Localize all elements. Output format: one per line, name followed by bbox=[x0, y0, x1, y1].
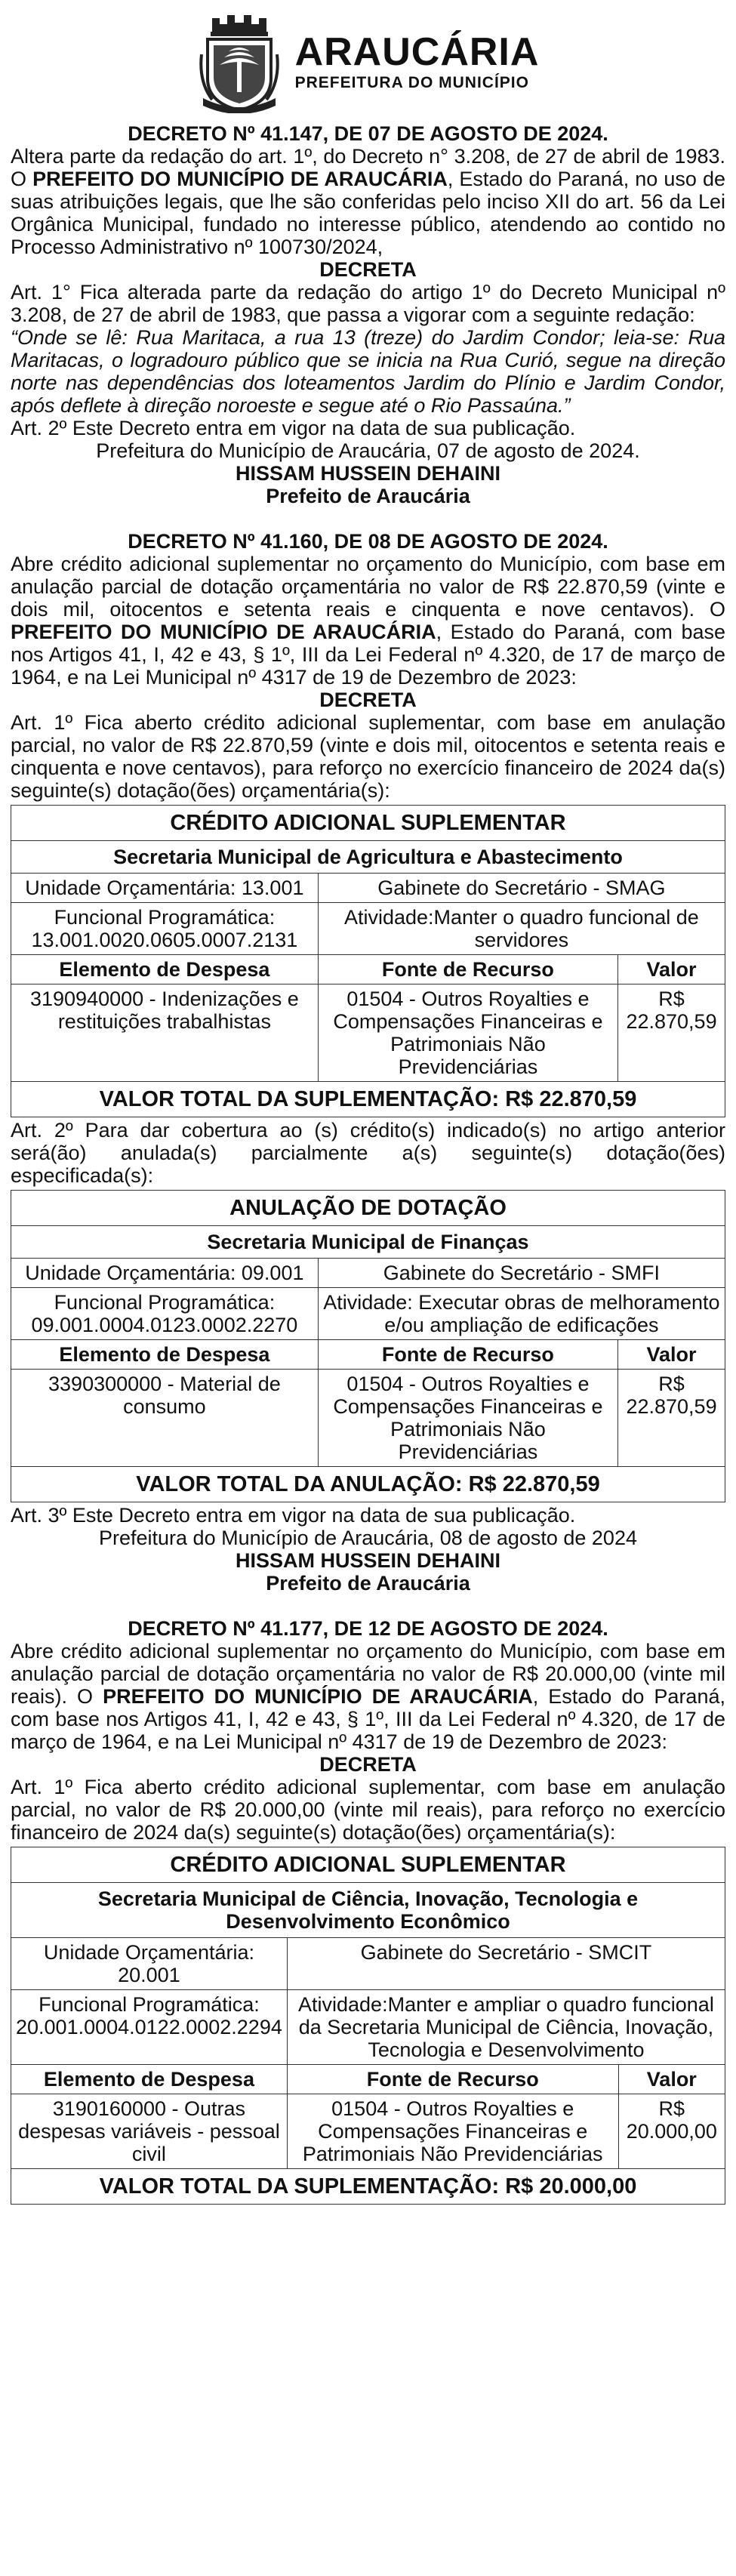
decree-title: DECRETO Nº 41.177, DE 12 DE AGOSTO DE 2024. bbox=[128, 1617, 608, 1640]
total-row: VALOR TOTAL DA SUPLEMENTAÇÃO: R$ 22.870,59 bbox=[11, 1082, 725, 1117]
table-heading: CRÉDITO ADICIONAL SUPLEMENTAR bbox=[11, 1847, 725, 1883]
valor: R$ 22.870,59 bbox=[618, 1370, 725, 1467]
total-row: VALOR TOTAL DA ANULAÇÃO: R$ 22.870,59 bbox=[11, 1467, 725, 1502]
unidade-orcamentaria: Unidade Orçamentária: 20.001 bbox=[11, 1938, 288, 1990]
municipal-coat-of-arms-icon bbox=[197, 9, 282, 113]
spacer bbox=[11, 507, 725, 530]
funcional-programatica: Funcional Programática: 20.001.0004.0122.0002.2294 bbox=[11, 1990, 288, 2065]
secretaria-name: Secretaria Municipal de Agricultura e Abastecimento bbox=[11, 841, 725, 874]
article-3: Art. 3º Este Decreto entra em vigor na data de sua publicação. bbox=[11, 1504, 576, 1527]
decree-41147 bbox=[11, 122, 725, 507]
decree-41160 bbox=[11, 530, 725, 1595]
decree-title: DECRETO Nº 41.160, DE 08 DE AGOSTO DE 2024. bbox=[128, 530, 608, 553]
signer-role: Prefeito de Araucária bbox=[266, 485, 470, 507]
supplementary-credit-table bbox=[11, 1847, 725, 2205]
spacer bbox=[11, 1595, 725, 1617]
fonte-recurso: 01504 - Outros Royalties e Compensações Financeiras e Patrimoniais Não Previdenciárias bbox=[318, 984, 617, 1082]
gabinete: Gabinete do Secretário - SMCIT bbox=[287, 1938, 725, 1990]
signer-name: HISSAM HUSSEIN DEHAINI bbox=[235, 1549, 501, 1572]
secretaria-name: Secretaria Municipal de Ciência, Inovação, Tecnologia e Desenvolvimento Econômico bbox=[11, 1883, 725, 1938]
valor: R$ 20.000,00 bbox=[618, 2094, 725, 2169]
signer-role: Prefeito de Araucária bbox=[266, 1572, 470, 1595]
table-heading: ANULAÇÃO DE DOTAÇÃO bbox=[11, 1191, 725, 1226]
decreta-heading: DECRETA bbox=[319, 258, 417, 281]
decreta-heading: DECRETA bbox=[319, 1753, 417, 1776]
preamble-authority: PREFEITO DO MUNICÍPIO DE ARAUCÁRIA bbox=[32, 168, 448, 190]
article-1: Art. 1° Fica alterada parte da redação do artigo 1º do Decreto Municipal nº 3.208, de 27 de abril de 1983, que passa a vigorar com a seguinte redação: bbox=[11, 281, 725, 326]
valor: R$ 22.870,59 bbox=[618, 984, 725, 1082]
preamble-text-rest: , Estado do Paraná, com base nos Artigos 41, I, 42 e 43, § 1º, III da Lei Federal nº 4.320, de 17 de março de 1964, e na Lei Municipal nº 4317 de 19 de Dezembro de 2023: bbox=[11, 621, 725, 689]
table-heading: CRÉDITO ADICIONAL SUPLEMENTAR bbox=[11, 806, 725, 841]
funcional-programatica: Funcional Programática: 09.001.0004.0123.0002.2270 bbox=[11, 1288, 319, 1340]
column-header-valor: Valor bbox=[618, 1340, 725, 1370]
brand-subtitle: PREFEITURA DO MUNICÍPIO bbox=[294, 73, 529, 91]
column-header-fonte: Fonte de Recurso bbox=[318, 1340, 617, 1370]
decree-preamble bbox=[11, 553, 725, 689]
column-header-elemento: Elemento de Despesa bbox=[11, 1340, 319, 1370]
column-header-elemento: Elemento de Despesa bbox=[11, 955, 319, 984]
column-header-valor: Valor bbox=[618, 955, 725, 984]
article-1: Art. 1º Fica aberto crédito adicional suplementar, com base em anulação parcial, no valor de R$ 20.000,00 (vinte mil reais), para reforço no exercício financeiro de 2024 da(s) seguinte(s) dotação(ões) orçamentária(s): bbox=[11, 1776, 725, 1844]
elemento-despesa: 3390300000 - Material de consumo bbox=[11, 1370, 319, 1467]
unidade-orcamentaria: Unidade Orçamentária: 09.001 bbox=[11, 1259, 319, 1288]
decree-title: DECRETO Nº 41.147, DE 07 DE AGOSTO DE 2024. bbox=[128, 122, 608, 145]
brand-name: ARAUCÁRIA bbox=[294, 29, 540, 74]
masthead bbox=[11, 5, 725, 118]
gabinete: Gabinete do Secretário - SMAG bbox=[318, 874, 725, 903]
atividade: Atividade:Manter o quadro funcional de servidores bbox=[318, 903, 725, 955]
decree-preamble bbox=[11, 145, 725, 258]
decreta-heading: DECRETA bbox=[319, 689, 417, 711]
supplementary-credit-table bbox=[11, 805, 725, 1117]
article-2: Art. 2º Para dar cobertura ao (s) crédito(s) indicado(s) no artigo anterior será(ão) anulada(s) parcialmente a(s) seguinte(s) dotação(ões) especificada(s): bbox=[11, 1119, 725, 1187]
preamble-text: Abre crédito adicional suplementar no orçamento do Município, com base em anulação parcial de dotação orçamentária no valor de R$ 20.000,00 (vinte mil reais). O bbox=[11, 1640, 725, 1708]
gabinete: Gabinete do Secretário - SMFI bbox=[318, 1259, 725, 1288]
unidade-orcamentaria: Unidade Orçamentária: 13.001 bbox=[11, 874, 319, 903]
preamble-text: Altera parte da redação do art. 1º, do Decreto n° 3.208, de 27 de abril de 1983. O bbox=[11, 145, 725, 190]
elemento-despesa: 3190940000 - Indenizações e restituições trabalhistas bbox=[11, 984, 319, 1082]
article-1: Art. 1º Fica aberto crédito adicional suplementar, com base em anulação parcial, no valor de R$ 22.870,59 (vinte e dois mil, oitocentos e setenta reais e cinquenta e nove centavos), para reforço no exercício financeiro de 2024 da(s) seguinte(s) dotação(ões) orçamentária(s): bbox=[11, 711, 725, 802]
column-header-elemento: Elemento de Despesa bbox=[11, 2065, 288, 2094]
total-row: VALOR TOTAL DA SUPLEMENTAÇÃO: R$ 20.000,00 bbox=[11, 2169, 725, 2205]
preamble-authority: PREFEITO DO MUNICÍPIO DE ARAUCÁRIA bbox=[103, 1685, 533, 1708]
article-1-quote: “Onde se lê: Rua Maritaca, a rua 13 (treze) do Jardim Condor; leia-se: Rua Maritacas, o logradouro público que se inicia na Rua Curió, segue na direção norte nas dependências dos loteamentos Jardim do Plínio e Jardim Condor, após deflete à direção noroeste e segue até o Rio Passaúna.” bbox=[11, 326, 725, 417]
funcional-programatica: Funcional Programática: 13.001.0020.0605.0007.2131 bbox=[11, 903, 319, 955]
fonte-recurso: 01504 - Outros Royalties e Compensações Financeiras e Patrimoniais Não Previdenciárias bbox=[318, 1370, 617, 1467]
decree-preamble bbox=[11, 1640, 725, 1753]
column-header-valor: Valor bbox=[618, 2065, 725, 2094]
brand-text bbox=[294, 29, 540, 91]
signer-name: HISSAM HUSSEIN DEHAINI bbox=[235, 462, 501, 485]
preamble-authority: PREFEITO DO MUNICÍPIO DE ARAUCÁRIA bbox=[11, 621, 436, 643]
secretaria-name: Secretaria Municipal de Finanças bbox=[11, 1226, 725, 1259]
preamble-text: Abre crédito adicional suplementar no orçamento do Município, com base em anulação parcial de dotação orçamentária no valor de R$ 22.870,59 (vinte e dois mil, oitocentos e setenta reais e cinquenta e nove centavos). O bbox=[11, 553, 725, 621]
decree-41177 bbox=[11, 1617, 725, 2205]
article-2: Art. 2º Este Decreto entra em vigor na data de sua publicação. bbox=[11, 417, 576, 439]
column-header-fonte: Fonte de Recurso bbox=[318, 955, 617, 984]
elemento-despesa: 3190160000 - Outras despesas variáveis - pessoal civil bbox=[11, 2094, 288, 2169]
atividade: Atividade:Manter e ampliar o quadro funcional da Secretaria Municipal de Ciência, Inovação, Tecnologia e Desenvolvimento bbox=[287, 1990, 725, 2065]
atividade: Atividade: Executar obras de melhoramento e/ou ampliação de edificações bbox=[318, 1288, 725, 1340]
place-date: Prefeitura do Município de Araucária, 08 de agosto de 2024 bbox=[99, 1527, 637, 1549]
preamble-text-rest: , Estado do Paraná, com base nos Artigos 41, I, 42 e 43, § 1º, III da Lei Federal nº 4.320, de 17 de março de 1964, e na Lei Municipal nº 4317 de 19 de Dezembro de 2023: bbox=[11, 1685, 725, 1753]
fonte-recurso: 01504 - Outros Royalties e Compensações Financeiras e Patrimoniais Não Previdenciárias bbox=[287, 2094, 618, 2169]
place-date: Prefeitura do Município de Araucária, 07 de agosto de 2024. bbox=[96, 439, 640, 462]
preamble-text-rest: , Estado do Paraná, no uso de suas atribuições legais, que lhe são conferidas pelo inciso XII do art. 56 da Lei Orgânica Municipal, fundado no interesse público, atendendo ao contido no Processo Administrativo nº 100730/2024, bbox=[11, 168, 725, 258]
annulment-table bbox=[11, 1190, 725, 1502]
column-header-fonte: Fonte de Recurso bbox=[287, 2065, 618, 2094]
